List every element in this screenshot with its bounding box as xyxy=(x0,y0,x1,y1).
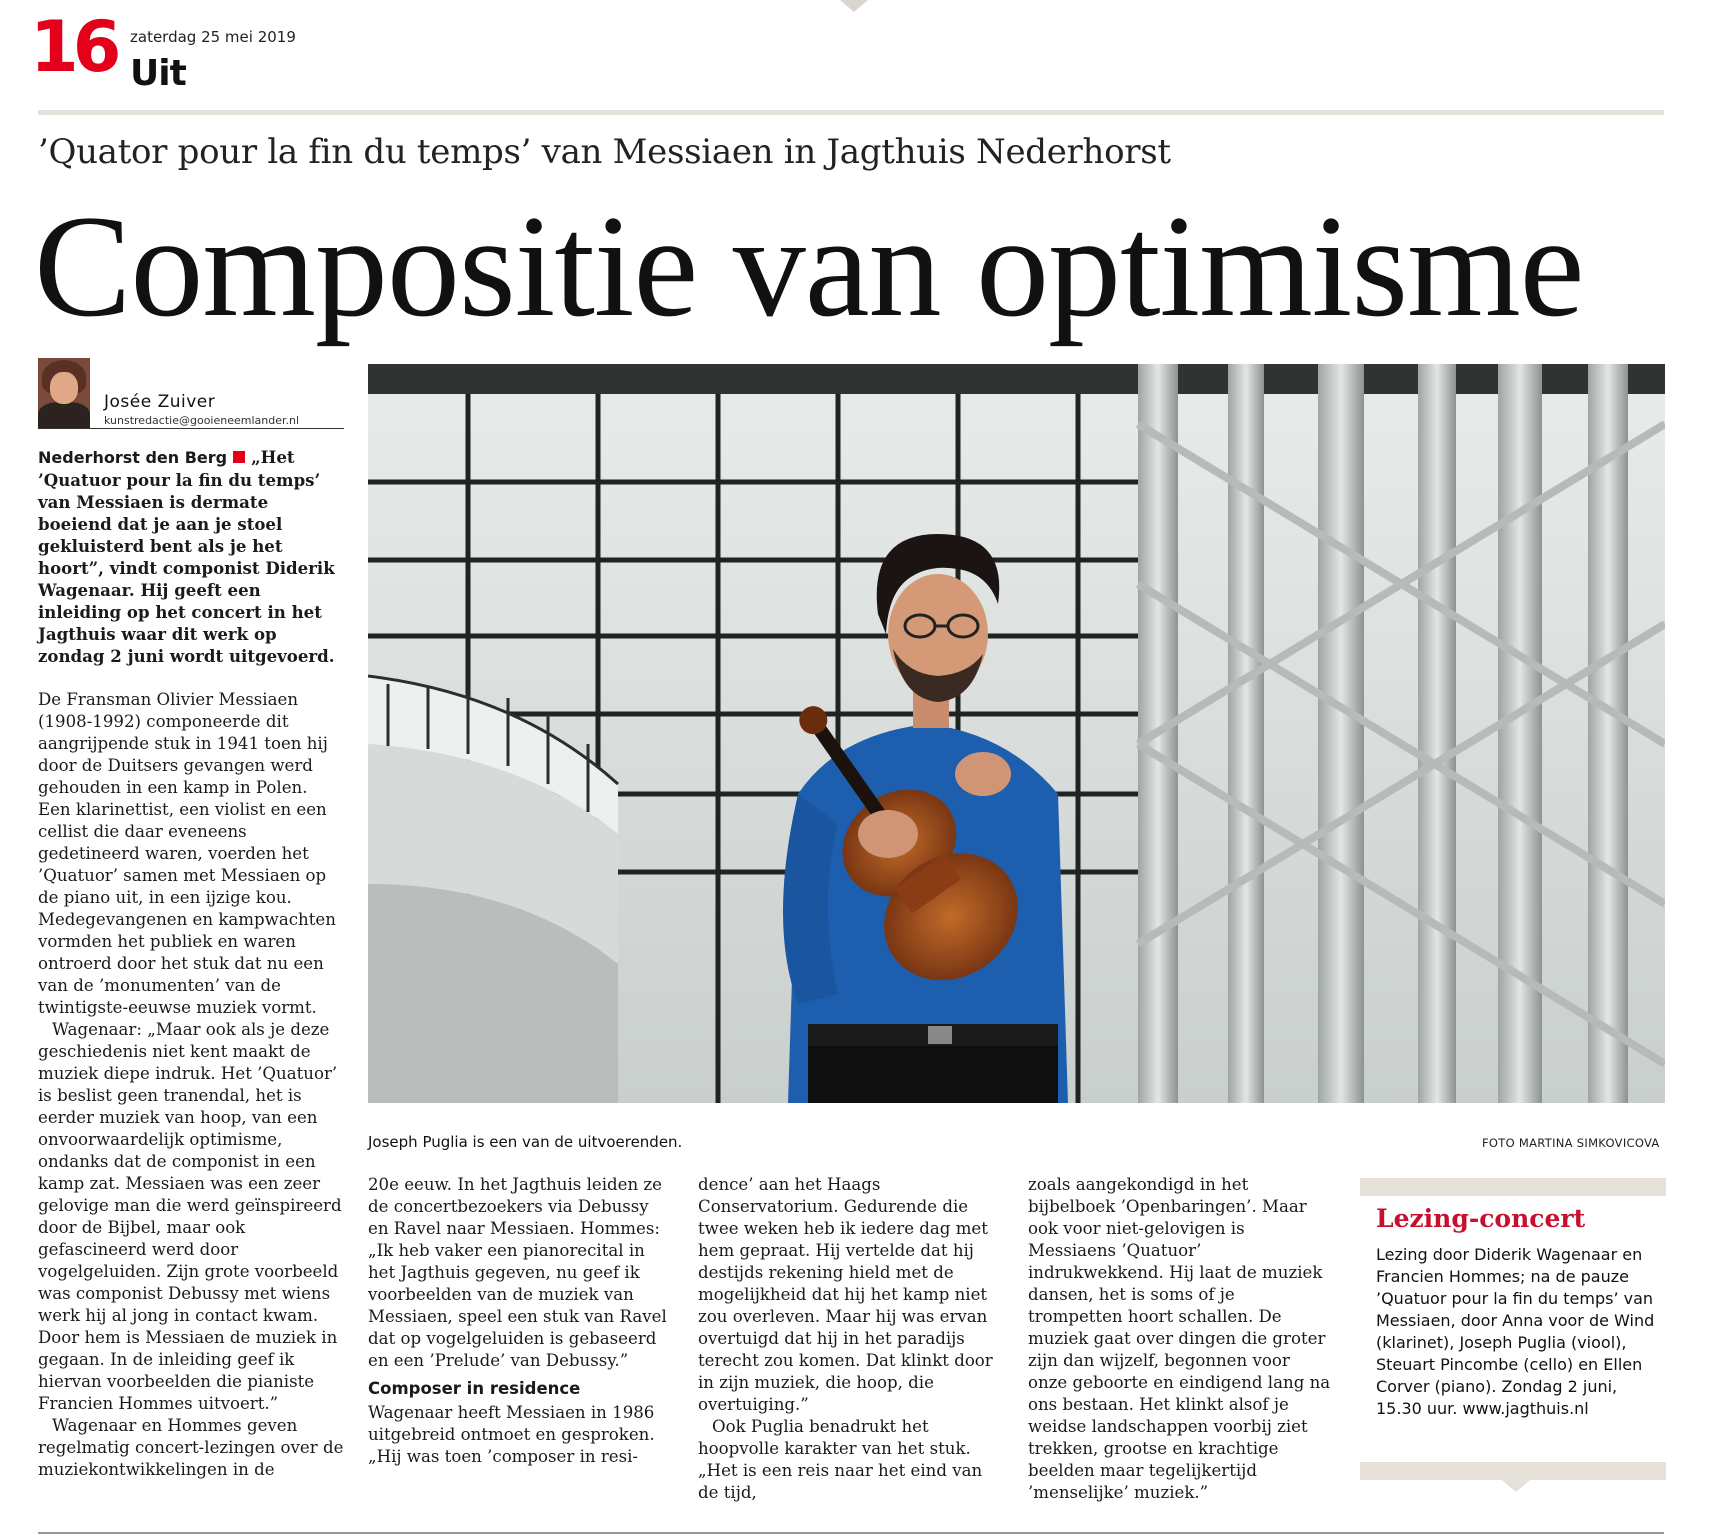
body-paragraph: zoals aangekondigd in het bijbelboek ’Openbaringen’. Maar ook voor niet-gelovigen is Messiaens ’Quatuor’ indrukwekkend. Hij laat de muziek dansen, het is soms of je trompetten hoort schallen. De muziek gaat over dingen die groter zijn dan wijzelf, begonnen voor onze geboorte en eindigend lang na ons bestaan. Het klinkt alsof je weidse landschappen voorbij ziet trekken, grootse en krachtige beelden maar tegelijkertijd ’menselijke’ muziek.” xyxy=(1028,1175,1331,1502)
article-kicker: ’Quator pour la fin du temps’ van Messiaen in Jagthuis Nederhorst xyxy=(38,132,1171,172)
article-headline: Compositie van optimisme xyxy=(34,185,1584,347)
top-notch xyxy=(840,0,868,12)
article-column-1 xyxy=(38,446,344,1481)
lead-text: „Het ’Quatuor pour la fin du temps’ van Messiaen is dermate boeiend dat je aan je stoel gekluisterd bent als je het hoort”, vindt componist Diderik Wagenaar. Hij geeft een inleiding op het concert in het Jagthuis waar dit werk op zondag 2 juni wordt uitgevoerd. xyxy=(38,447,335,666)
info-box-top-rule xyxy=(1360,1178,1666,1196)
info-box-bottom-rule xyxy=(1360,1462,1666,1480)
body-paragraph: Wagenaar: „Maar ook als je deze geschiedenis niet kent maakt de muziek diepe indruk. Het ’Quatuor’ is beslist geen tranendal, het is eerder muziek van hoop, van een onvoorwaardelijk optimisme, ondanks dat de componist in een kamp zat. Messiaen was een zeer gelovige man die werd geïnspireerd door de Bijbel, maar ook gefascineerd werd door vogelgeluiden. Zijn grote voorbeeld was componist Debussy met wiens werk hij al jong in contact kwam. Door hem is Messiaen de muziek in gegaan. In de inleiding geef ik hiervan voorbeelden die pianiste Francien Hommes uitvoert.” xyxy=(38,1020,342,1413)
header-rule xyxy=(38,110,1664,115)
issue-date: zaterdag 25 mei 2019 xyxy=(130,28,296,46)
subheading: Composer in residence xyxy=(368,1379,581,1398)
article-lead-paragraph xyxy=(38,446,344,667)
author-email: kunstredactie@gooieneemlander.nl xyxy=(104,414,300,427)
dateline: Nederhorst den Berg xyxy=(38,448,228,467)
body-paragraph: 20e eeuw. In het Jagthuis leiden ze de concertbezoekers via Debussy en Ravel naar Messiaen. Hommes: „Ik heb vaker een pianorecital in het Jagthuis gegeven, nu geef ik voorbeelden van de muziek van Messiaen, speel een stuk van Ravel dat op vogelgeluiden is gebaseerd en een ’Prelude’ van Debussy.” xyxy=(368,1175,667,1370)
section-name: Uit xyxy=(130,53,186,94)
photo-caption: Joseph Puglia is een van de uitvoerenden. xyxy=(368,1133,683,1151)
info-box-body: Lezing door Diderik Wagenaar en Francien Hommes; na de pauze ’Quatuor pour la fin du temps’ van Messiaen, door Anna voor de Wind (klarinet), Joseph Puglia (viool), Steuart Pincombe (cello) en Ellen Corver (piano). Zondag 2 juni, 15.30 uur. www.jagthuis.nl xyxy=(1376,1245,1655,1418)
article-column-2 xyxy=(368,1174,674,1468)
red-square-icon xyxy=(233,451,245,463)
body-paragraph: dence’ aan het Haags Conservatorium. Gedurende die twee weken heb ik iedere dag met hem gepraat. Hij vertelde dat hij destijds rekening hield met de mogelijkheid dat hij het kamp niet zou overleven. Maar hij was ervan overtuigd dat hij in het paradijs terecht zou komen. Dat klinkt door in zijn muziek, die hoop, die overtuiging.” xyxy=(698,1175,993,1414)
body-paragraph: De Fransman Olivier Messiaen (1908-1992) componeerde dit aangrijpende stuk in 1941 toen hij door de Duitsers gevangen werd gehouden in een kamp in Polen. Een klarinettist, een violist en een cellist die daar eveneens gedetineerd waren, voerden het ’Quatuor’ samen met Messiaen op de piano uit, in een ijzige kou. Medegevangenen en kampwachten vormden het publiek en waren ontroerd door het stuk dat nu een van de ’monumenten’ van de twintigste-eeuwse muziek vormt. xyxy=(38,690,336,1017)
body-paragraph: Ook Puglia benadrukt het hoopvolle karakter van het stuk. „Het is een reis naar het eind van de tijd, xyxy=(698,1417,983,1502)
author-rule xyxy=(38,428,344,429)
article-column-4 xyxy=(1028,1174,1334,1504)
article-column-3 xyxy=(698,1174,1004,1504)
info-box-title: Lezing-concert xyxy=(1376,1204,1586,1233)
photo-credit: FOTO MARTINA SIMKOVICOVA xyxy=(1482,1136,1660,1150)
author-name: Josée Zuiver xyxy=(104,392,216,412)
body-paragraph: Wagenaar heeft Messiaen in 1986 uitgebreid ontmoet en gesproken. „Hij was toen ’composer in resi- xyxy=(368,1403,655,1466)
info-box-notch xyxy=(1502,1480,1530,1492)
page-bottom-rule xyxy=(38,1532,1664,1534)
body-paragraph: Wagenaar en Hommes geven regelmatig concert-lezingen over de muziekontwikkelingen in de xyxy=(38,1416,344,1479)
author-avatar xyxy=(38,358,90,428)
article-photo xyxy=(368,364,1665,1103)
page-number: 16 xyxy=(30,6,116,88)
